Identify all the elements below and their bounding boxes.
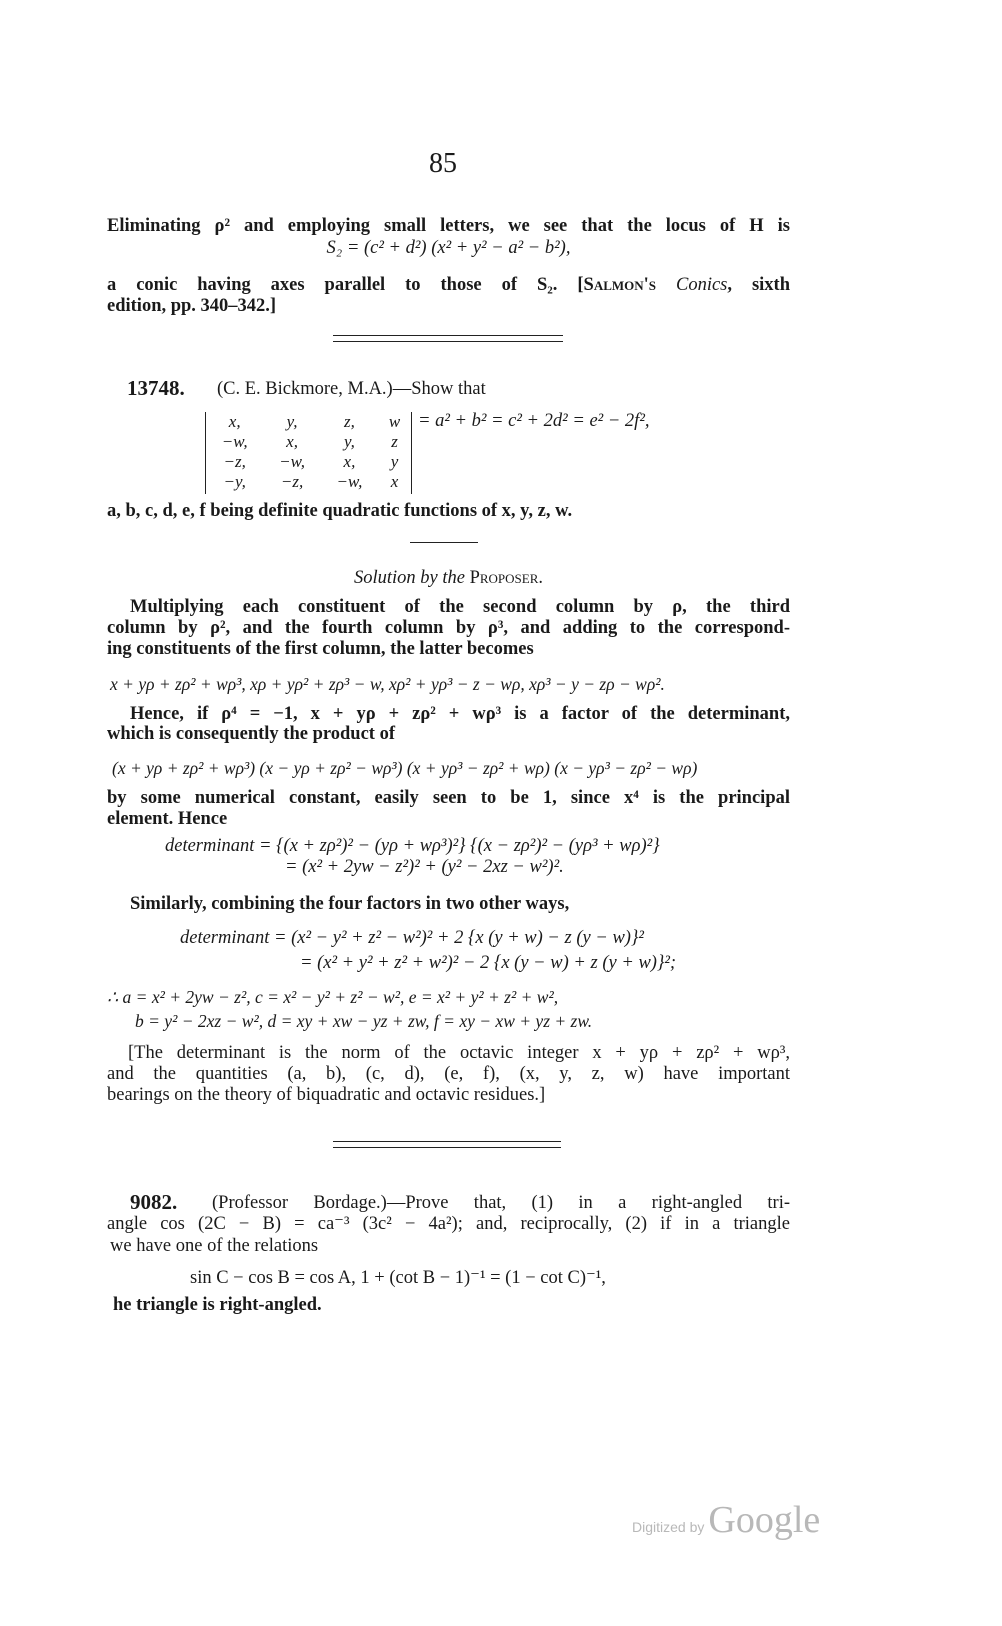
book-title: Conics <box>656 275 728 295</box>
question-number: 9082. <box>130 1190 178 1214</box>
divider <box>333 341 563 342</box>
equation: = a² + b² = c² + 2d² = e² − 2f², <box>418 411 650 431</box>
google-watermark: Digitized by Google <box>632 1499 821 1541</box>
text-line: Multiplying each constituent of the second column by ρ, the third <box>130 597 790 617</box>
text-line: Eliminating ρ² and employing small letters, we see that the locus of H is <box>107 216 790 236</box>
text-line: ing constituents of the first column, the latter becomes <box>107 639 534 659</box>
text: a conic having axes parallel to those of S₂. [ <box>107 275 584 295</box>
text-line: Hence, if ρ⁴ = −1, x + yρ + zρ² + wρ³ is a factor of the determinant, <box>130 704 790 724</box>
text-line: edition, pp. 340–342.] <box>107 296 277 316</box>
page-number: 85 <box>429 148 457 179</box>
determinant-matrix: x, y, z, w −w, x, y, z −z, −w, x, y −y, −z, −w, x <box>205 412 412 494</box>
text-line: angle cos (2C − B) = ca⁻³ (3c² − 4a²); and, reciprocally, (2) if in a triangle <box>107 1214 790 1234</box>
text-line: Similarly, combining the four factors in two other ways, <box>130 894 570 914</box>
solution-heading: Solution by the Proposer. <box>353 568 544 588</box>
equation: S₂ = (c² + d²) (x² + y² − a² − b²), <box>326 238 571 258</box>
text-line: [The determinant is the norm of the octavic integer x + yρ + zρ² + wρ³, <box>128 1043 790 1063</box>
equation: ∴ a = x² + 2yw − z², c = x² − y² + z² − w², e = x² + y² + z² + w², <box>107 987 559 1007</box>
question-author: (C. E. Bickmore, M.A.)—Show that <box>217 379 486 399</box>
text-line: by some numerical constant, easily seen to be 1, since x⁴ is the principal <box>107 788 790 808</box>
text: , sixth <box>727 275 791 295</box>
text-line: which is consequently the product of <box>107 724 395 744</box>
text-line: he triangle is right-angled. <box>113 1295 322 1315</box>
equation: (x + yρ + zρ² + wρ³) (x − yρ + zρ² − wρ³) (x + yρ³ − zρ² + wρ) (x − yρ³ − zρ² − wρ) <box>112 758 698 778</box>
author-name: Salmon's <box>583 275 657 295</box>
divider <box>333 1141 561 1142</box>
text-line: column by ρ², and the fourth column by ρ³, and adding to the correspond- <box>107 618 790 638</box>
divider <box>333 1147 561 1148</box>
equation: determinant = {(x + zρ²)² − (yρ + wρ³)²} {(x − zρ²)² − (yρ³ + wρ)²} <box>165 836 660 856</box>
text-line: element. Hence <box>107 809 228 829</box>
equation: b = y² − 2xz − w², d = xy + xw − yz + zw, f = xy − xw + yz + zw. <box>135 1011 593 1031</box>
equation: = (x² + y² + z² + w²)² − 2 {x (y − w) + z (y + w)}²; <box>300 953 677 973</box>
divider <box>410 542 478 543</box>
equation: x + yρ + zρ² + wρ³, xρ + yρ² + zρ³ − w, xρ² + yρ³ − z − wρ, xρ³ − y − zρ − wρ². <box>110 674 665 694</box>
text-line: we have one of the relations <box>110 1236 319 1256</box>
equation: sin C − cos B = cos A, 1 + (cot B − 1)⁻¹ = (1 − cot C)⁻¹, <box>190 1268 606 1288</box>
text-line: bearings on the theory of biquadratic and octavic residues.] <box>107 1085 546 1105</box>
text-line: a, b, c, d, e, f being definite quadratic functions of x, y, z, w. <box>107 501 573 521</box>
text-line <box>107 274 790 296</box>
question-number: 13748. <box>127 376 185 400</box>
divider <box>333 335 563 336</box>
equation: determinant = (x² − y² + z² − w²)² + 2 {x (y + w) − z (y − w)}² <box>180 928 644 948</box>
text-line: and the quantities (a, b), (c, d), (e, f), (x, y, z, w) have important <box>107 1064 790 1084</box>
equation: = (x² + 2yw − z²)² + (y² − 2xz − w²)². <box>285 857 564 877</box>
question-text: (Professor Bordage.)—Prove that, (1) in a right-angled tri- <box>212 1193 790 1213</box>
